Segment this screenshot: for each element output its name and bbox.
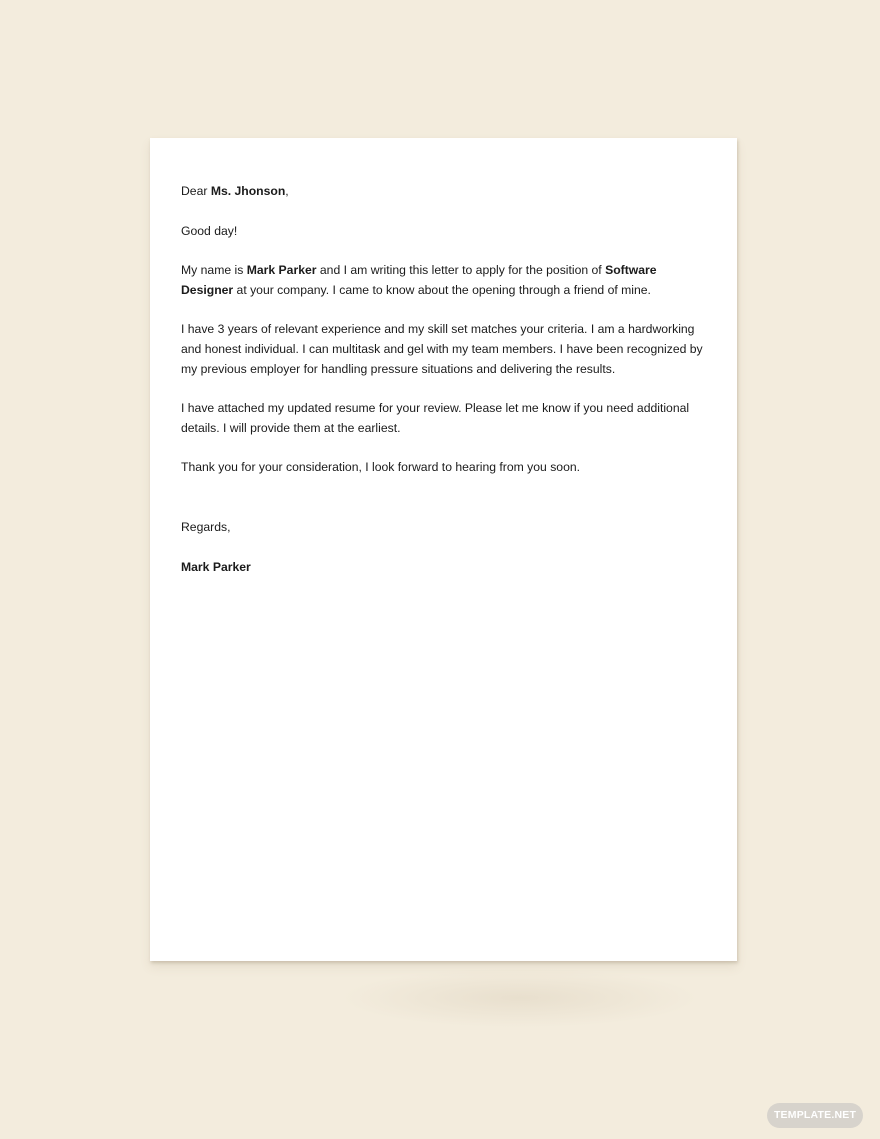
closing: Regards,: [181, 519, 231, 534]
signature-name: Mark Parker: [181, 559, 251, 574]
salutation-suffix: ,: [285, 184, 289, 198]
letter-body: [181, 182, 711, 597]
greeting: Good day!: [181, 223, 238, 238]
template-net-watermark: TEMPLATE.NET: [767, 1103, 863, 1128]
thanks-paragraph: Thank you for your consideration, I look forward to hearing from you soon.: [181, 460, 581, 475]
signature: [181, 558, 711, 578]
recipient-name: Ms. Jhonson: [210, 184, 286, 198]
salutation-prefix: Dear: [181, 184, 211, 198]
intro-paragraph: [181, 261, 711, 300]
intro-text-3: at your company. I came to know about the opening through a friend of mine.: [233, 282, 651, 297]
position-title: Software Designer: [181, 263, 657, 297]
experience-paragraph: I have 3 years of relevant experience and my skill set matches your criteria. I am a hardworking and honest individual. I can multitask and gel with my team members. I have been recognized by my previous employer for handling pressure situations and delivering the results.: [181, 322, 703, 376]
salutation: [181, 182, 711, 202]
intro-text-2: and I am writing this letter to apply for the position of: [316, 263, 606, 278]
intro-text-1: My name is: [181, 263, 247, 278]
attachment-paragraph: I have attached my updated resume for your review. Please let me know if you need additional details. I will provide them at the earliest.: [181, 401, 690, 435]
paper-shadow: [340, 968, 700, 1028]
letter-page: [150, 138, 737, 961]
applicant-name: Mark Parker: [246, 263, 317, 278]
